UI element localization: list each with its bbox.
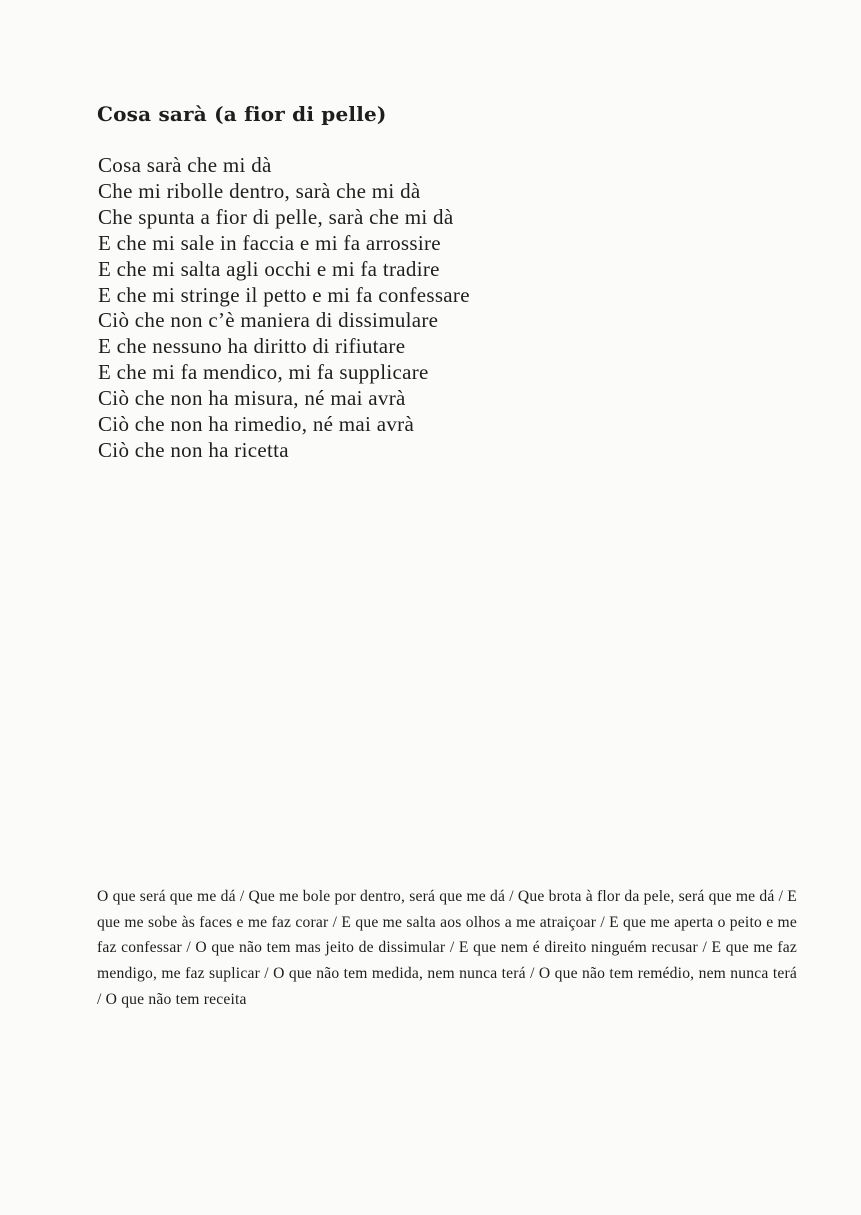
lyric-line: Ciò che non ha misura, né mai avrà xyxy=(98,386,406,411)
portuguese-translation: O que será que me dá / Que me bole por dentro, será que me dá / Que brota à flor da pele, será que me dá / E que me sobe às faces e me faz corar / E que me salta aos olhos a me atraiçoar / E que me aperta o peito e me faz confessar / O que não tem mas jeito de dissimular / E que nem é direito ninguém recusar / E que me faz mendigo, me faz suplicar / O que não tem medida, nem nunca terá / O que não tem remédio, nem nunca terá / O que não tem receita xyxy=(97,888,797,1008)
lyric-line: E che nessuno ha diritto di rifiutare xyxy=(98,334,406,359)
lyric-line: Ciò che non ha rimedio, né mai avrà xyxy=(98,412,415,437)
lyric-line: Ciò che non c’è maniera di dissimulare xyxy=(98,308,439,333)
poem-title: Cosa sarà (a fior di pelle) xyxy=(97,102,387,126)
lyric-line: E che mi salta agli occhi e mi fa tradire xyxy=(98,256,440,281)
italian-lyrics xyxy=(98,153,470,464)
lyric-line: Che spunta a fior di pelle, sarà che mi dà xyxy=(98,204,454,229)
lyric-line: E che mi fa mendico, mi fa supplicare xyxy=(98,360,429,385)
lyric-line: Cosa sarà che mi dà xyxy=(98,153,272,177)
lyric-line: E che mi sale in faccia e mi fa arrossire xyxy=(98,230,441,255)
lyric-line: Che mi ribolle dentro, sarà che mi dà xyxy=(98,178,421,203)
lyric-line: Ciò che non ha ricetta xyxy=(98,437,289,462)
lyric-line: E che mi stringe il petto e mi fa confessare xyxy=(98,282,470,307)
